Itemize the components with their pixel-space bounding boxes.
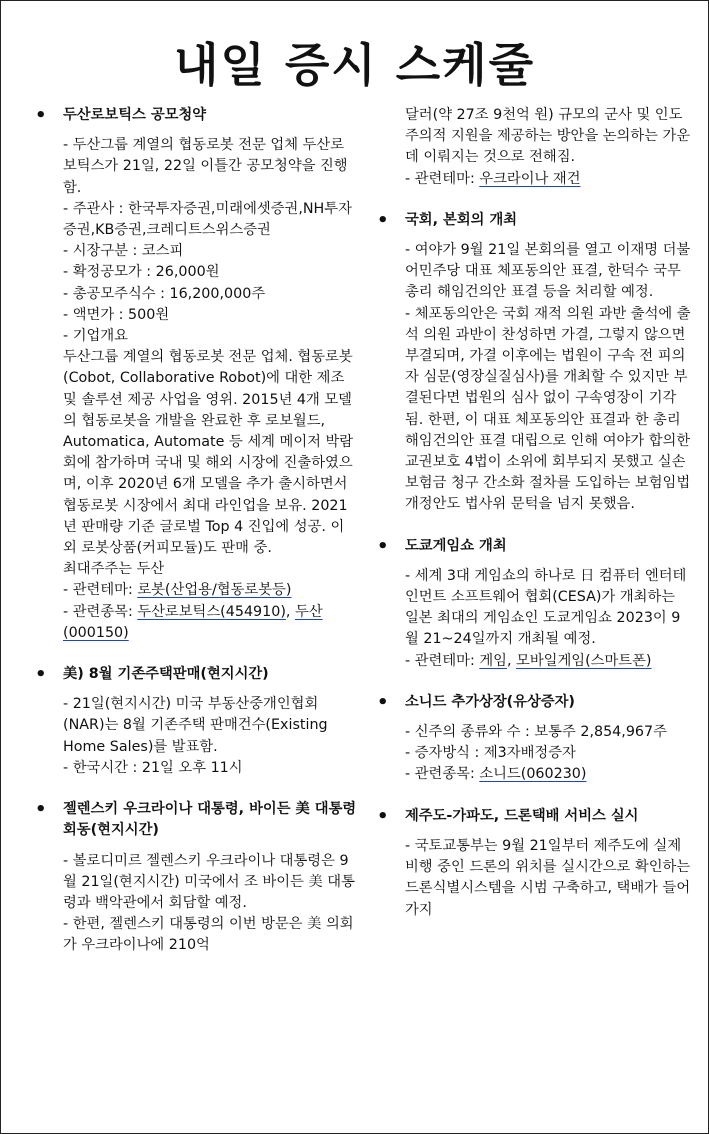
bullet-marker: • (377, 209, 389, 231)
theme-link[interactable]: 게임 (479, 652, 507, 669)
item-line: - 체포동의안은 국회 재적 의원 과반 출석에 출석 의원 과반이 찬성하면 가결, 그렇지 않으면 부결되며, 가결 이후에는 법원이 구속 전 피의자 심문(영장실질심사)를 개최할 수 있지만 부결된다면 법원의 심사 없이 구속영장이 기각됨. 한편, 이 대표 체포동의안 표결과 한 총리 해임건의안 표결 대립으로 인해 여야가 합의한 교권보호 4법이 소위에 회부되지 못했고 실손보험금 청구 간소화 절차를 도입하는 보험임법 개정안도 법사위 문턱을 넘지 못했음. (405, 305, 695, 513)
theme-link[interactable]: 로봇(산업용/협동로봇등) (137, 582, 292, 599)
item-body (377, 836, 693, 921)
right-column (377, 105, 693, 941)
item-body (35, 694, 357, 779)
bullet-marker: • (377, 805, 389, 827)
related-stocks-label: - 관련종목: (63, 603, 138, 620)
item-line: - 주관사 : 한국투자증권,미래에셋증권,NH투자증권,KB증권,크레디트스위스증권 (63, 200, 352, 239)
schedule-item (35, 105, 357, 644)
item-line: 두산그룹 계열의 협동로봇 전문 업체. 협동로봇(Cobot, Collaborative Robot)에 대한 제조 및 솔루션 제공 사업을 영위. 2015년 4개 모델의 협동로봇을 개발을 완료한 후 로보월드, Automatica, Automate 등 세계 메이저 박람회에 참가하며 국내 및 해외 시장에 진출하였으며, 이후 2020년 6개 모델을 추가 출시하면서 협동로봇 시장에서 최대 라인업을 보유. 2021년 판매량 기준 글로벌 Top 4 진입에 성공. 이 외 로봇상품(커피모듈)도 판매 중. (63, 349, 354, 557)
related-stocks (405, 764, 693, 785)
item-heading (377, 806, 693, 827)
item-heading (35, 799, 357, 841)
schedule-item (377, 806, 693, 921)
item-heading (35, 664, 357, 685)
item-line: - 여야가 9월 21일 본회의를 열고 이재명 더불어민주당 대표 체포동의안 표결, 한덕수 국무총리 해임건의안 표결 등을 처리할 예정. (405, 242, 691, 301)
item-body (377, 240, 693, 516)
item-line: - 신주의 종류와 수 : 보통주 2,854,967주 (405, 724, 667, 741)
item-line: - 기업개요 (63, 328, 128, 345)
schedule-item (35, 664, 357, 779)
left-column (35, 105, 357, 977)
schedule-item (377, 105, 693, 190)
item-line: - 볼로디미르 젤렌스키 우크라이나 대통령은 9월 21일(현지시간) 미국에서 조 바이든 美 대통령과 백악관에서 회담할 예정. (63, 852, 355, 911)
item-heading-text: 도쿄게임쇼 개최 (405, 537, 507, 554)
item-line: - 21일(현지시간) 미국 부동산중개인협회(NAR)는 8월 기존주택 판매건수(Existing Home Sales)를 발표함. (63, 696, 333, 755)
item-body (377, 105, 693, 190)
schedule-item (377, 210, 693, 516)
item-line: - 두산그룹 계열의 협동로봇 전문 업체 두산로보틱스가 21일, 22일 이틀간 공모청약을 진행함. (63, 137, 348, 196)
theme-link[interactable]: 우크라이나 재건 (479, 170, 581, 187)
related-themes (63, 580, 357, 601)
item-heading-text: 소니드 추가상장(유상증자) (405, 693, 575, 710)
item-line: - 총공모주식수 : 16,200,000주 (63, 285, 266, 302)
item-heading-text: 제주도-가파도, 드론택배 서비스 실시 (405, 807, 639, 824)
item-line: 최대주주는 두산 (63, 561, 165, 578)
item-line: - 세계 3대 게임쇼의 하나로 日 컴퓨터 엔터테인먼트 소프트웨어 협회(CESA)가 개최하는 일본 최대의 게임쇼인 도쿄게임쇼 2023이 9월 21~24일까지 개최될 예정. (405, 567, 687, 648)
item-heading-text: 국회, 본회의 개최 (405, 211, 518, 228)
item-heading-text: 젤렌스키 우크라이나 대통령, 바이든 美 대통령 회동(현지시간) (63, 801, 357, 839)
item-line: - 증자방식 : 제3자배정증자 (405, 745, 576, 762)
bullet-marker: • (35, 664, 47, 686)
related-themes-label: - 관련테마: (405, 170, 480, 187)
schedule-item (35, 799, 357, 956)
item-heading (35, 105, 357, 126)
bullet-marker: • (377, 691, 389, 713)
related-themes-label: - 관련테마: (405, 652, 480, 669)
item-line: - 한국시간 : 21일 오후 11시 (63, 759, 243, 776)
item-heading (377, 210, 693, 231)
item-heading (377, 692, 693, 713)
related-stocks-label: - 관련종목: (405, 766, 480, 783)
stock-link[interactable]: 두산로보틱스(454910) (137, 603, 286, 620)
schedule-item (377, 692, 693, 786)
theme-link[interactable]: 모바일게임(스마트폰) (516, 652, 652, 669)
related-themes-label: - 관련테마: (63, 582, 138, 599)
item-heading (377, 536, 693, 557)
page-title: 내일 증시 스케줄 (173, 38, 536, 92)
item-heading-text: 두산로보틱스 공모청약 (63, 107, 207, 123)
item-line: 달러(약 27조 9천억 원) 규모의 군사 및 인도주의적 지원을 제공하는 방안을 논의하는 가운데 이뤄지는 것으로 전해짐. (405, 107, 691, 166)
item-body (35, 851, 357, 957)
related-stocks: - 관련종목: 두산로보틱스(454910), 두산(000150) (63, 603, 323, 641)
item-body (35, 135, 357, 644)
stock-link[interactable]: 두산(000150) (63, 603, 323, 641)
item-line: - 확정공모가 : 26,000원 (63, 264, 220, 281)
stock-link[interactable]: 소니드(060230) (479, 766, 587, 783)
item-line: - 한편, 젤렌스키 대통령의 이번 방문은 美 의회가 우크라이나에 210억 (63, 916, 354, 954)
item-heading-text: 美) 8월 기존주택판매(현지시간) (63, 666, 269, 683)
related-themes: - 관련테마: 게임, 모바일게임(스마트폰) (405, 652, 652, 669)
bullet-marker: • (35, 799, 47, 821)
item-body (377, 722, 693, 786)
item-line: - 시장구분 : 코스피 (63, 243, 184, 260)
bullet-marker: • (377, 535, 389, 557)
bullet-marker: • (35, 105, 47, 126)
schedule-item (377, 536, 693, 672)
item-line: - 액면가 : 500원 (63, 306, 170, 323)
item-line: - 국토교통부는 9월 21일부터 제주도에 실제 비행 중인 드론의 위치를 실시간으로 확인하는 드론식별시스템을 시범 구축하고, 택배가 들어가지 (405, 837, 695, 918)
related-themes (405, 169, 693, 190)
item-body (377, 566, 693, 672)
